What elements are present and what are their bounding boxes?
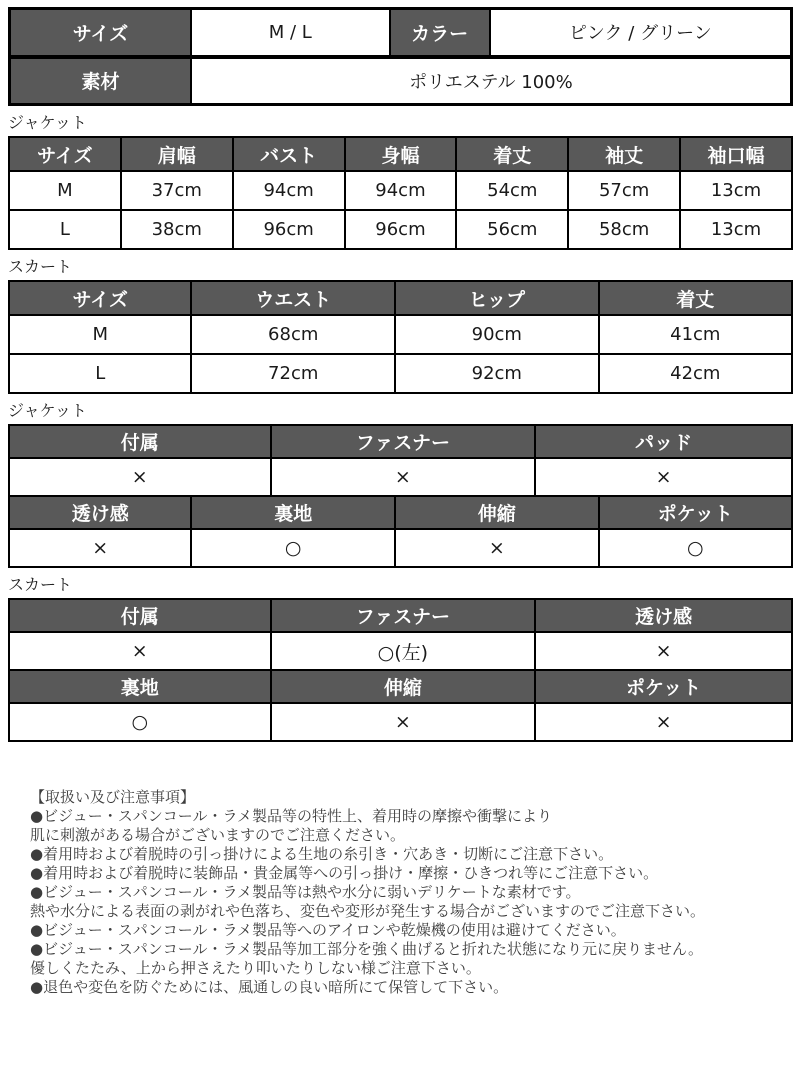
skirt-size-header-row <box>9 281 792 315</box>
skirt-size-row-l <box>9 354 792 393</box>
color-value-cell: ピンク / グリーン <box>490 9 792 57</box>
info-table <box>8 7 793 106</box>
skirt-features-table-top <box>8 598 793 671</box>
header-cell: 裏地 <box>191 496 395 529</box>
care-notes <box>30 788 793 997</box>
value-cell: M <box>9 315 191 354</box>
feature-mark-cell: × <box>9 632 271 670</box>
feature-mark-cell: ○ <box>599 529 792 567</box>
header-cell: 袖丈 <box>568 137 680 171</box>
section-label-jacket-features: ジャケット <box>8 401 87 420</box>
value-cell: 72cm <box>191 354 395 393</box>
care-note-line: ●ビジュー・スパンコール・ラメ製品等は熱や水分に弱いデリケートな素材です。 <box>30 883 581 901</box>
value-cell: 37cm <box>121 171 233 210</box>
header-cell: サイズ <box>9 137 121 171</box>
size-value-cell: M / L <box>191 9 390 57</box>
value-cell: 96cm <box>345 210 457 249</box>
jacket-features-header-row-2 <box>9 496 792 529</box>
header-cell: バスト <box>233 137 345 171</box>
jacket-features-value-row-2 <box>9 529 792 567</box>
value-cell: 58cm <box>568 210 680 249</box>
header-cell: サイズ <box>9 281 191 315</box>
value-cell: M <box>9 171 121 210</box>
header-cell: ファスナー <box>271 425 536 458</box>
header-cell: ファスナー <box>271 599 536 632</box>
value-cell: 54cm <box>456 171 568 210</box>
feature-mark-cell: × <box>9 458 271 496</box>
care-note-line: ●ビジュー・スパンコール・ラメ製品等へのアイロンや乾燥機の使用は避けてください。 <box>30 921 626 939</box>
value-cell: 57cm <box>568 171 680 210</box>
material-label-cell: 素材 <box>10 57 191 105</box>
header-cell: 着丈 <box>456 137 568 171</box>
header-cell: 伸縮 <box>395 496 599 529</box>
feature-mark-cell: ○(左) <box>271 632 536 670</box>
jacket-features-table-bottom <box>8 495 793 568</box>
care-note-line: ●ビジュー・スパンコール・ラメ製品等の特性上、着用時の摩擦や衝撃により <box>30 807 553 825</box>
skirt-features-value-row-2 <box>9 703 792 741</box>
feature-mark-cell: ○ <box>9 703 271 741</box>
feature-mark-cell: × <box>535 632 792 670</box>
value-cell: 94cm <box>233 171 345 210</box>
feature-mark-cell: × <box>535 703 792 741</box>
info-row-size-color <box>10 9 792 57</box>
value-cell: 94cm <box>345 171 457 210</box>
header-cell: 付属 <box>9 599 271 632</box>
material-value-cell: ポリエステル 100% <box>191 57 792 105</box>
value-cell: L <box>9 354 191 393</box>
jacket-features-header-row-1 <box>9 425 792 458</box>
jacket-size-row-l <box>9 210 792 249</box>
header-cell: 伸縮 <box>271 670 536 703</box>
value-cell: 56cm <box>456 210 568 249</box>
jacket-size-table <box>8 136 793 250</box>
jacket-features-table-top <box>8 424 793 497</box>
care-note-line: ●着用時および着脱時に装飾品・貴金属等への引っ掛け・摩擦・ひきつれ等にご注意下さい。 <box>30 864 659 882</box>
feature-mark-cell: ○ <box>191 529 395 567</box>
header-cell: 透け感 <box>535 599 792 632</box>
header-cell: 透け感 <box>9 496 191 529</box>
header-cell: ポケット <box>535 670 792 703</box>
feature-mark-cell: × <box>9 529 191 567</box>
care-note-line: ●ビジュー・スパンコール・ラメ製品等加工部分を強く曲げると折れた状態になり元に戻りません。 <box>30 940 703 958</box>
section-label-skirt-size: スカート <box>8 257 73 276</box>
section-label-skirt-features: スカート <box>8 575 73 594</box>
skirt-size-table <box>8 280 793 394</box>
size-label-cell: サイズ <box>10 9 191 57</box>
skirt-features-value-row-1 <box>9 632 792 670</box>
header-cell: 身幅 <box>345 137 457 171</box>
value-cell: L <box>9 210 121 249</box>
header-cell: 着丈 <box>599 281 792 315</box>
feature-mark-cell: × <box>271 458 536 496</box>
header-cell: ポケット <box>599 496 792 529</box>
header-cell: パッド <box>535 425 792 458</box>
value-cell: 96cm <box>233 210 345 249</box>
skirt-size-row-m <box>9 315 792 354</box>
value-cell: 38cm <box>121 210 233 249</box>
feature-mark-cell: × <box>535 458 792 496</box>
care-note-line: 肌に刺激がある場合がございますのでご注意ください。 <box>30 826 406 844</box>
header-cell: 裏地 <box>9 670 271 703</box>
info-row-material <box>10 57 792 105</box>
header-cell: ヒップ <box>395 281 599 315</box>
care-note-line: ●着用時および着脱時の引っ掛けによる生地の糸引き・穴あき・切断にご注意下さい。 <box>30 845 614 863</box>
value-cell: 42cm <box>599 354 792 393</box>
feature-mark-cell: × <box>395 529 599 567</box>
skirt-features-header-row-2 <box>9 670 792 703</box>
value-cell: 13cm <box>680 171 792 210</box>
care-note-line: ●退色や変色を防ぐためには、風通しの良い暗所にて保管して下さい。 <box>30 978 509 996</box>
color-label-cell: カラー <box>390 9 490 57</box>
skirt-features-header-row-1 <box>9 599 792 632</box>
care-note-line: 優しくたたみ、上から押さえたり叩いたりしない様ご注意下さい。 <box>30 959 481 977</box>
header-cell: ウエスト <box>191 281 395 315</box>
value-cell: 41cm <box>599 315 792 354</box>
header-cell: 袖口幅 <box>680 137 792 171</box>
value-cell: 13cm <box>680 210 792 249</box>
header-cell: 付属 <box>9 425 271 458</box>
skirt-features-table-bottom <box>8 669 793 742</box>
care-note-line: 熱や水分による表面の剥がれや色落ち、変色や変形が発生する場合がございますのでご注意下さい。 <box>30 902 706 920</box>
jacket-features-value-row-1 <box>9 458 792 496</box>
value-cell: 68cm <box>191 315 395 354</box>
section-label-jacket-size: ジャケット <box>8 113 87 132</box>
feature-mark-cell: × <box>271 703 536 741</box>
jacket-size-header-row <box>9 137 792 171</box>
header-cell: 肩幅 <box>121 137 233 171</box>
value-cell: 92cm <box>395 354 599 393</box>
value-cell: 90cm <box>395 315 599 354</box>
care-notes-title: 【取扱い及び注意事項】 <box>30 788 196 806</box>
jacket-size-row-m <box>9 171 792 210</box>
